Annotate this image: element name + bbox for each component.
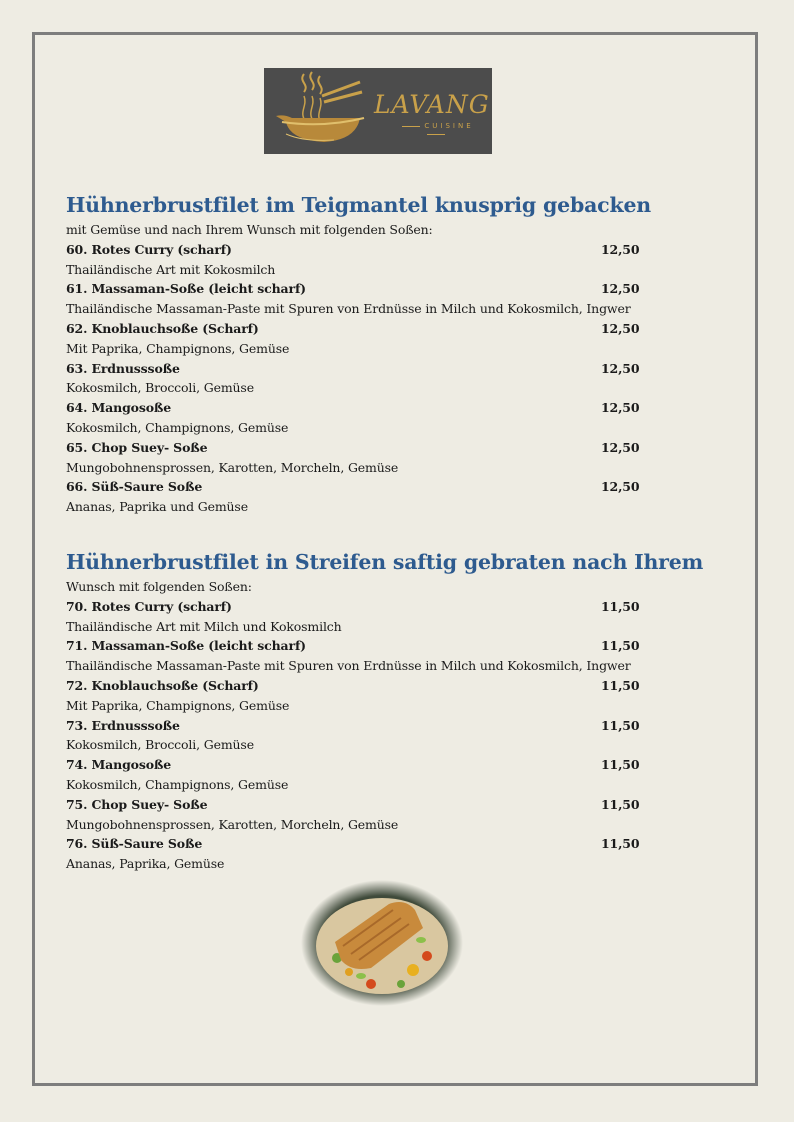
menu-item xyxy=(66,716,666,736)
menu-item-name: 76. Süß-Saure Soße xyxy=(66,836,203,852)
menu-item-name: 62. Knoblauchsoße (Scharf) xyxy=(66,320,259,336)
menu-item-price: 11,50 xyxy=(601,717,640,733)
menu-item-description: Mit Paprika, Champignons, Gemüse xyxy=(66,340,290,356)
menu-item-name: 73. Erdnusssoße xyxy=(66,717,180,733)
menu-item-name: 74. Mangosoße xyxy=(66,757,172,773)
menu-item xyxy=(66,597,666,617)
menu-item-price: 11,50 xyxy=(601,796,640,812)
menu-item-name: 60. Rotes Curry (scharf) xyxy=(66,241,232,257)
menu-item-price: 12,50 xyxy=(601,320,640,336)
menu-section-crispy xyxy=(66,190,666,517)
menu-item-description: Thailändische Art mit Kokosmilch xyxy=(66,261,276,277)
menu-item-name: 72. Knoblauchsoße (Scharf) xyxy=(66,677,259,693)
menu-item-price: 12,50 xyxy=(601,360,640,376)
menu-item-name: 70. Rotes Curry (scharf) xyxy=(66,598,232,614)
menu-item-description: Kokosmilch, Broccoli, Gemüse xyxy=(66,737,254,753)
menu-item-name: 65. Chop Suey- Soße xyxy=(66,439,208,455)
menu-item-name: 61. Massaman-Soße (leicht scharf) xyxy=(66,281,306,297)
menu-item xyxy=(66,279,666,299)
menu-item-description: Thailändische Massaman-Paste mit Spuren von Erdnüsse in Milch und Kokosmilch, Ingwer xyxy=(66,658,631,674)
menu-item-price: 11,50 xyxy=(601,836,640,852)
menu-item xyxy=(66,676,666,696)
menu-item xyxy=(66,240,666,260)
menu-item xyxy=(66,319,666,339)
dish-photo xyxy=(301,880,463,1006)
menu-item-price: 12,50 xyxy=(601,281,640,297)
restaurant-logo xyxy=(264,68,492,154)
section-intro: Wunsch mit folgenden Soßen: xyxy=(66,579,252,594)
logo-subtitle: CUISINE xyxy=(386,122,486,138)
menu-item-price: 11,50 xyxy=(601,598,640,614)
logo-brand: LAVANG xyxy=(374,90,490,119)
menu-item-description: Mungobohnensprossen, Karotten, Morcheln, Gemüse xyxy=(66,459,399,475)
menu-item-name: 66. Süß-Saure Soße xyxy=(66,479,203,495)
menu-item-price: 12,50 xyxy=(601,400,640,416)
menu-item-price: 11,50 xyxy=(601,638,640,654)
menu-item-name: 71. Massaman-Soße (leicht scharf) xyxy=(66,638,306,654)
menu-item-description: Ananas, Paprika und Gemüse xyxy=(66,499,248,515)
menu-item xyxy=(66,359,666,379)
menu-item-price: 12,50 xyxy=(601,241,640,257)
menu-section-strips xyxy=(66,547,704,874)
menu-item-price: 12,50 xyxy=(601,439,640,455)
menu-item xyxy=(66,438,666,458)
menu-item-description: Mit Paprika, Champignons, Gemüse xyxy=(66,697,290,713)
menu-item-description: Mungobohnensprossen, Karotten, Morcheln, Gemüse xyxy=(66,816,399,832)
menu-item xyxy=(66,636,666,656)
menu-item-name: 64. Mangosoße xyxy=(66,400,172,416)
menu-item-description: Kokosmilch, Broccoli, Gemüse xyxy=(66,380,254,396)
menu-item-description: Thailändische Art mit Milch und Kokosmilch xyxy=(66,618,342,634)
menu-item-description: Thailändische Massaman-Paste mit Spuren von Erdnüsse in Milch und Kokosmilch, Ingwer xyxy=(66,301,631,317)
menu-item-name: 63. Erdnusssoße xyxy=(66,360,180,376)
menu-item-price: 12,50 xyxy=(601,479,640,495)
menu-item-name: 75. Chop Suey- Soße xyxy=(66,796,208,812)
section-title: Hühnerbrustfilet im Teigmantel knusprig gebacken xyxy=(66,193,651,217)
menu-item xyxy=(66,398,666,418)
menu-item-description: Kokosmilch, Champignons, Gemüse xyxy=(66,776,289,792)
section-intro: mit Gemüse und nach Ihrem Wunsch mit folgenden Soßen: xyxy=(66,222,433,237)
menu-item-price: 11,50 xyxy=(601,677,640,693)
menu-item-price: 11,50 xyxy=(601,757,640,773)
menu-item-description: Ananas, Paprika, Gemüse xyxy=(66,856,225,872)
menu-item-description: Kokosmilch, Champignons, Gemüse xyxy=(66,419,289,435)
menu-item xyxy=(66,477,666,497)
menu-item xyxy=(66,834,666,854)
menu-item xyxy=(66,755,666,775)
menu-item xyxy=(66,795,666,815)
section-title: Hühnerbrustfilet in Streifen saftig gebraten nach Ihrem xyxy=(66,550,704,574)
